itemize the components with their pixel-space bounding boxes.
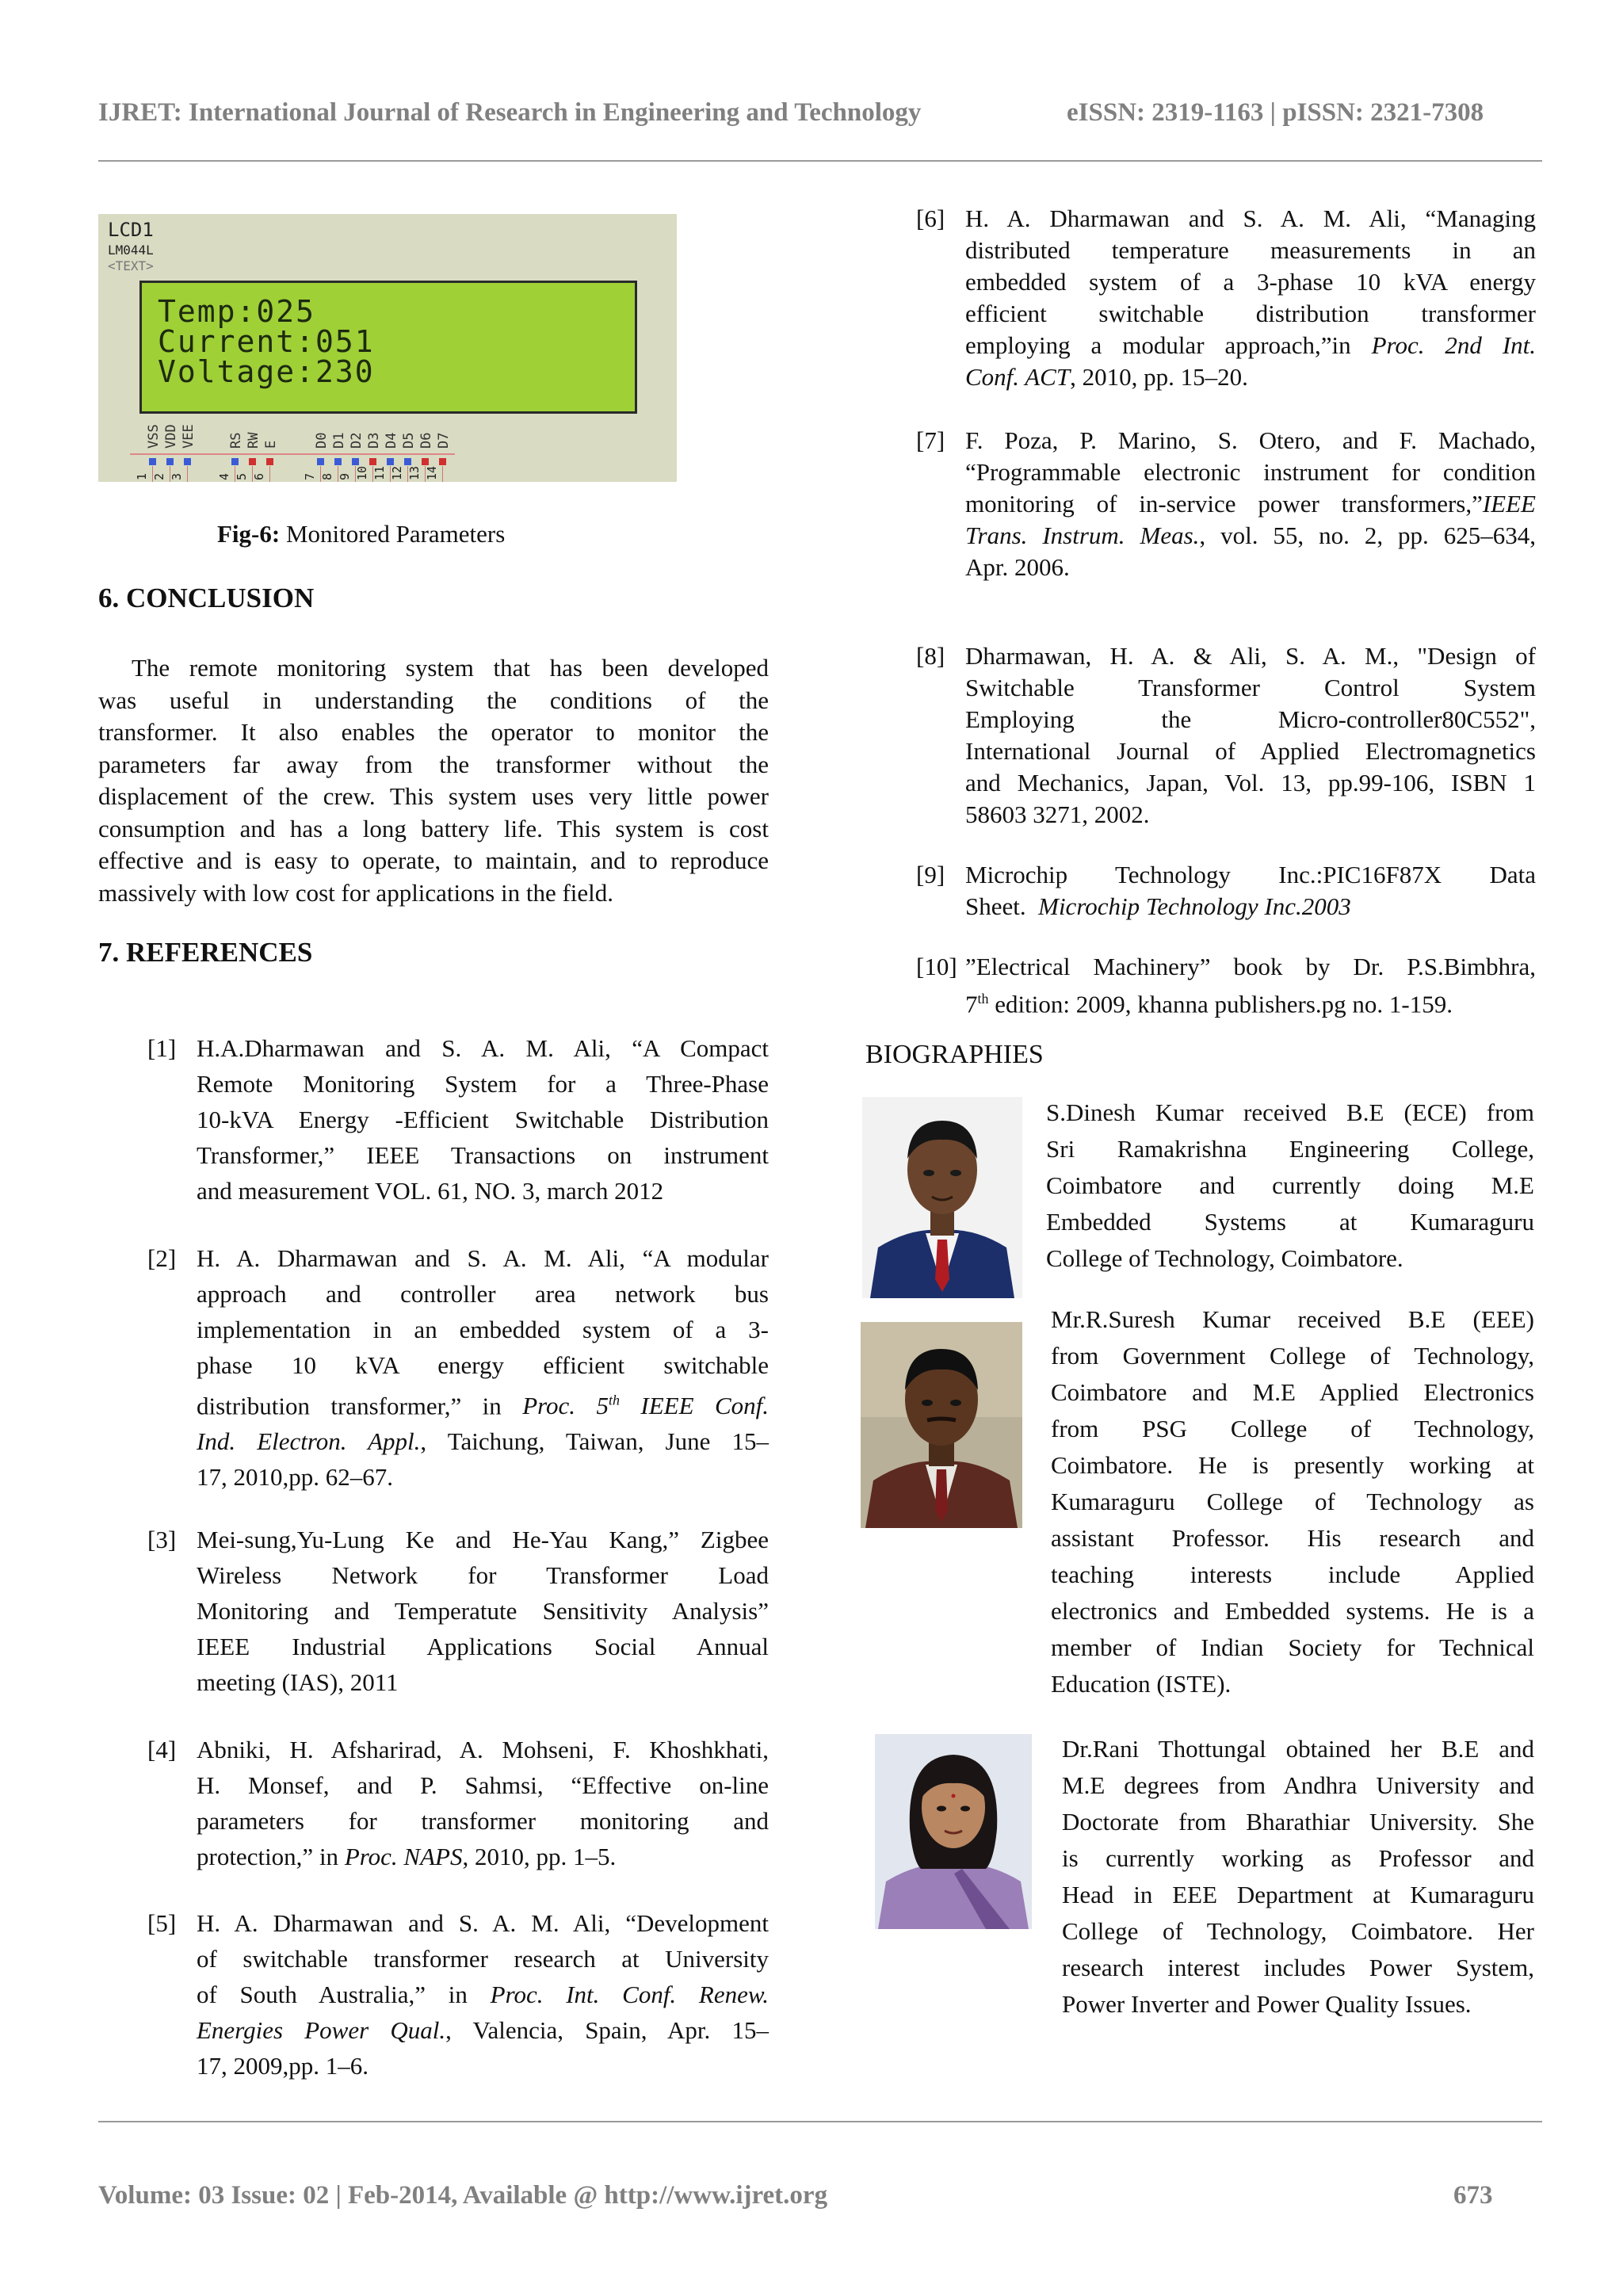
- pin-marker: [266, 458, 273, 465]
- pin-label: E: [263, 440, 279, 449]
- pin-number: 14: [425, 465, 439, 480]
- caption-text: Monitored Parameters: [280, 520, 506, 548]
- header-rule: [98, 160, 1542, 162]
- pin-label: VEE: [181, 424, 197, 449]
- conclusion-paragraph: [98, 652, 769, 909]
- issn-line: eISSN: 2319-1163 | pISSN: 2321-7308: [1067, 98, 1484, 127]
- reference-line: distributed temperature measurements in an: [965, 236, 1536, 264]
- pin-marker: [369, 458, 376, 465]
- conclusion-line: transformer. It also enables the operator to monitor the: [98, 718, 769, 746]
- conclusion-line: massively with low cost for applications in the field.: [98, 878, 614, 907]
- reference-line: efficient switchable distribution transformer: [965, 300, 1536, 327]
- conclusion-line: The remote monitoring system that has been developed: [132, 654, 769, 682]
- lcd-screen: [139, 281, 637, 414]
- pin-marker: [317, 458, 324, 465]
- reference-7: [916, 425, 1536, 587]
- pin-label: RW: [246, 432, 262, 449]
- author-photo-suresh: [861, 1322, 1022, 1528]
- reference-line: Transformer,” IEEE Transactions on instrument: [197, 1141, 769, 1169]
- pin-number: 3: [170, 472, 184, 480]
- reference-number: [10]: [916, 953, 957, 980]
- bio-line: teaching interests include Applied: [1051, 1561, 1534, 1588]
- pin-label: D2: [349, 432, 365, 449]
- reference-line: of switchable transformer research at University: [197, 1945, 769, 1973]
- bio-line: Education (ISTE).: [1051, 1670, 1232, 1698]
- pin-number: 13: [407, 465, 422, 480]
- reference-line: Trans. Instrum. Meas., vol. 55, no. 2, pp. 625–634,: [965, 521, 1536, 549]
- bio-line: Coimbatore and currently doing M.E: [1046, 1171, 1534, 1199]
- reference-line: H. A. Dharmawan and S. A. M. Ali, “A modular: [197, 1244, 769, 1272]
- reference-line: H. A. Dharmawan and S. A. M. Ali, “Development: [197, 1909, 769, 1937]
- pin-number: 10: [355, 465, 369, 480]
- bio-line: Coimbatore and M.E Applied Electronics: [1051, 1378, 1534, 1406]
- pin-number: 2: [152, 472, 166, 480]
- bio-line: electronics and Embedded systems. He is a: [1051, 1597, 1534, 1625]
- reference-line: meeting (IAS), 2011: [197, 1668, 399, 1696]
- author-photo-rani: [875, 1734, 1032, 1929]
- reference-line: and measurement VOL. 61, NO. 3, march 2012: [197, 1177, 664, 1205]
- pin-rail: [130, 453, 455, 455]
- reference-line: Dharmawan, H. A. & Ali, S. A. M., "Design of: [965, 642, 1536, 670]
- pin-marker: [334, 458, 342, 465]
- lcd-text-tag: <TEXT>: [108, 258, 154, 273]
- pin-marker: [439, 458, 446, 465]
- bio-line: from Government College of Technology,: [1051, 1342, 1534, 1370]
- bio-line: Mr.R.Suresh Kumar received B.E (EEE): [1051, 1305, 1534, 1333]
- pin-number: 7: [303, 472, 317, 480]
- pin-marker: [422, 458, 429, 465]
- reference-line: Monitoring and Temperatute Sensitivity Analysis”: [197, 1597, 769, 1625]
- lcd-figure: [98, 214, 677, 482]
- reference-line: 17, 2010,pp. 62–67.: [197, 1463, 393, 1492]
- reference-line: employing a modular approach,”in Proc. 2nd Int.: [965, 331, 1537, 359]
- reference-line: IEEE Industrial Applications Social Annual: [197, 1633, 769, 1660]
- reference-6: [916, 203, 1536, 397]
- pin-number: 11: [372, 465, 387, 480]
- reference-1: [147, 1030, 769, 1213]
- reference-line: F. Poza, P. Marino, S. Otero, and F. Machado,: [965, 426, 1536, 454]
- pin-label: VSS: [146, 424, 162, 449]
- pin-number: 4: [217, 472, 231, 480]
- reference-line: 17, 2009,pp. 1–6.: [197, 2052, 369, 2080]
- pin-label: D5: [401, 432, 417, 449]
- reference-9: [916, 859, 1536, 926]
- reference-line: H. Monsef, and P. Sahmsi, “Effective on-line: [197, 1771, 769, 1799]
- reference-10: [916, 951, 1536, 1018]
- reference-line: Mei-sung,Yu-Lung Ke and He-Yau Kang,” Zigbee: [197, 1526, 769, 1553]
- reference-number: [1]: [147, 1034, 177, 1062]
- reference-line: Switchable Transformer Control System: [965, 674, 1536, 701]
- conclusion-line: displacement of the crew. This system uses very little power: [98, 782, 769, 810]
- reference-line: H.A.Dharmawan and S. A. M. Ali, “A Compact: [197, 1034, 769, 1062]
- bio-line: is currently working as Professor and: [1062, 1844, 1534, 1872]
- pin-label: D3: [366, 432, 382, 449]
- reference-line: ”Electrical Machinery” book by Dr. P.S.Bimbhra,: [965, 953, 1536, 980]
- bio-line: research interest includes Power System,: [1062, 1954, 1534, 1981]
- conclusion-line: effective and is easy to operate, to maintain, and to reproduce: [98, 846, 769, 874]
- bio-line: Sri Ramakrishna Engineering College,: [1046, 1135, 1534, 1163]
- footer-rule: [98, 2121, 1542, 2122]
- reference-line: Abniki, H. Afsharirad, A. Mohseni, F. Khoshkhati,: [197, 1736, 769, 1763]
- bio-line: Dr.Rani Thottungal obtained her B.E and: [1062, 1735, 1534, 1763]
- pin-number: 8: [320, 472, 334, 480]
- figure-caption: [217, 520, 505, 548]
- reference-line: Conf. ACT, 2010, pp. 15–20.: [965, 363, 1248, 391]
- pin-trace: [187, 466, 188, 482]
- reference-line: 58603 3271, 2002.: [965, 800, 1150, 828]
- pin-label: VDD: [163, 424, 179, 449]
- bio-suresh: [1051, 1301, 1534, 1702]
- pin-marker: [149, 458, 156, 465]
- pin-label: D7: [436, 432, 452, 449]
- reference-line: implementation in an embedded system of a 3-: [197, 1316, 769, 1343]
- reference-line: distribution transformer,” in Proc. 5th IEEE Conf.: [197, 1392, 769, 1420]
- reference-line: Microchip Technology Inc.:PIC16F87X Data: [965, 861, 1536, 888]
- reference-line: Sheet. Microchip Technology Inc.2003: [965, 892, 1351, 920]
- lcd-line-voltage: Voltage:230: [158, 354, 375, 389]
- reference-line: and Mechanics, Japan, Vol. 13, pp.99-106, ISBN 1: [965, 769, 1536, 797]
- bio-line: S.Dinesh Kumar received B.E (ECE) from: [1046, 1098, 1534, 1126]
- pin-marker: [352, 458, 359, 465]
- reference-line: Ind. Electron. Appl., Taichung, Taiwan, June 15–: [197, 1427, 769, 1456]
- bio-line: Head in EEE Department at Kumaraguru: [1062, 1881, 1534, 1908]
- bio-line: from PSG College of Technology,: [1051, 1415, 1534, 1442]
- footer-volume: Volume: 03 Issue: 02 | Feb-2014, Available @ http://www.ijret.org: [98, 2181, 828, 2210]
- bio-line: College of Technology, Coimbatore. Her: [1062, 1917, 1534, 1945]
- reference-number: [3]: [147, 1526, 177, 1553]
- reference-line: International Journal of Applied Electromagnetics: [965, 737, 1536, 765]
- reference-line: 10-kVA Energy -Efficient Switchable Distribution: [197, 1106, 769, 1133]
- bio-rani: [1062, 1731, 1534, 2023]
- pin-number: 12: [390, 465, 404, 480]
- reference-number: [6]: [916, 204, 945, 232]
- pin-marker: [404, 458, 411, 465]
- conclusion-heading: 6. CONCLUSION: [98, 583, 315, 613]
- reference-line: Wireless Network for Transformer Load: [197, 1561, 769, 1589]
- pin-label: RS: [228, 432, 244, 449]
- page-number: 673: [1453, 2181, 1493, 2210]
- reference-8: [916, 640, 1536, 835]
- reference-line: phase 10 kVA energy efficient switchable: [197, 1351, 769, 1379]
- pin-label: D1: [331, 432, 347, 449]
- references-heading: 7. REFERENCES: [98, 937, 313, 968]
- reference-line: Apr. 2006.: [965, 553, 1070, 581]
- bio-line: Kumaraguru College of Technology as: [1051, 1488, 1534, 1515]
- lcd-name: LCD1: [108, 219, 154, 241]
- reference-line: Energies Power Qual., Valencia, Spain, Apr. 15–: [197, 2016, 769, 2044]
- reference-line: monitoring of in-service power transformers,”IEEE: [965, 490, 1536, 518]
- journal-title: IJRET: International Journal of Research in Engineering and Technology: [98, 98, 922, 127]
- pin-number: 6: [252, 472, 266, 480]
- reference-number: [2]: [147, 1244, 177, 1272]
- conclusion-line: consumption and has a long battery life. This system is cost: [98, 814, 769, 842]
- pin-marker: [231, 458, 239, 465]
- bio-dinesh: [1046, 1095, 1534, 1277]
- reference-line: of South Australia,” in Proc. Int. Conf. Renew.: [197, 1981, 769, 2008]
- reference-line: 7th edition: 2009, khanna publishers.pg no. 1-159.: [965, 990, 1453, 1018]
- lcd-line-temp: Temp:025: [158, 294, 316, 329]
- lcd-line-current: Current:051: [158, 324, 375, 359]
- reference-line: approach and controller area network bus: [197, 1280, 769, 1308]
- pin-label: D4: [384, 432, 399, 449]
- reference-number: [7]: [916, 426, 945, 454]
- author-photo-dinesh: [862, 1097, 1022, 1298]
- reference-number: [5]: [147, 1909, 177, 1937]
- reference-2: [147, 1240, 769, 1494]
- pin-marker: [249, 458, 256, 465]
- conclusion-line: parameters far away from the transformer without the: [98, 750, 769, 778]
- reference-line: H. A. Dharmawan and S. A. M. Ali, “Managing: [965, 204, 1536, 232]
- bio-line: Doctorate from Bharathiar University. She: [1062, 1808, 1534, 1836]
- pin-number: 5: [235, 472, 249, 480]
- pin-marker: [387, 458, 394, 465]
- reference-line: Employing the Micro-controller80C552",: [965, 705, 1536, 733]
- bio-line: M.E degrees from Andhra University and: [1062, 1771, 1534, 1799]
- reference-4: [147, 1732, 769, 1878]
- bio-line: assistant Professor. His research and: [1051, 1524, 1534, 1552]
- bio-line: Embedded Systems at Kumaraguru: [1046, 1208, 1534, 1236]
- conclusion-line: was useful in understanding the conditions of the: [98, 686, 769, 714]
- reference-5: [147, 1905, 769, 2088]
- pin-trace: [269, 466, 270, 482]
- pin-label: D0: [314, 432, 330, 449]
- reference-line: “Programmable electronic instrument for condition: [965, 458, 1536, 486]
- pin-number: 1: [135, 472, 149, 480]
- bio-line: College of Technology, Coimbatore.: [1046, 1244, 1403, 1272]
- reference-number: [8]: [916, 642, 945, 670]
- reference-line: Remote Monitoring System for a Three-Phase: [197, 1070, 769, 1098]
- pin-marker: [166, 458, 174, 465]
- reference-number: [4]: [147, 1736, 177, 1763]
- pin-marker: [184, 458, 191, 465]
- reference-line: protection,” in Proc. NAPS, 2010, pp. 1–5.: [197, 1843, 617, 1870]
- caption-label: Fig-6:: [217, 520, 281, 548]
- reference-number: [9]: [916, 861, 945, 888]
- lcd-model: LM044L: [108, 243, 154, 258]
- bio-line: Coimbatore. He is presently working at: [1051, 1451, 1534, 1479]
- biographies-heading: BIOGRAPHIES: [865, 1040, 1044, 1069]
- bio-line: member of Indian Society for Technical: [1051, 1633, 1534, 1661]
- pin-number: 9: [338, 472, 352, 480]
- reference-line: embedded system of a 3-phase 10 kVA energy: [965, 268, 1536, 296]
- reference-line: parameters for transformer monitoring and: [197, 1807, 769, 1835]
- pin-label: D6: [418, 432, 434, 449]
- pin-trace: [442, 466, 443, 482]
- bio-line: Power Inverter and Power Quality Issues.: [1062, 1990, 1472, 2018]
- reference-3: [147, 1522, 769, 1704]
